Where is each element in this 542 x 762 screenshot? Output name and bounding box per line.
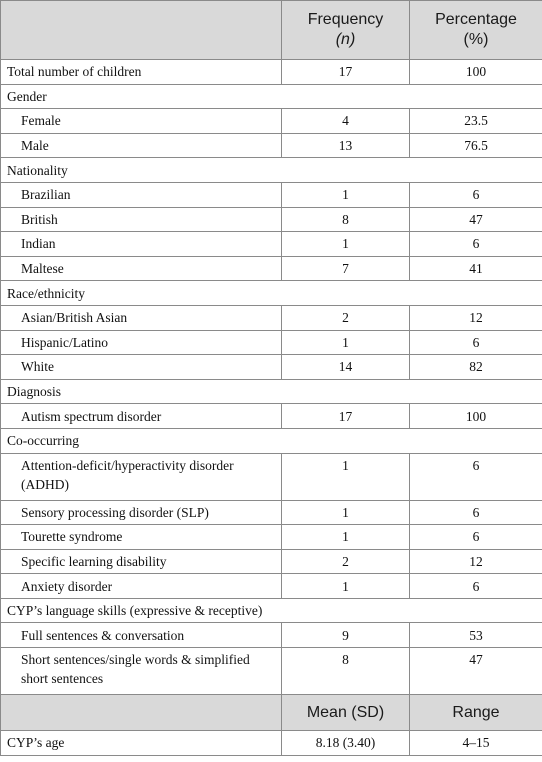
row-label: Specific learning disability <box>1 549 282 574</box>
row-label: Attention-deficit/hyperactivity disorder (ADHD) <box>1 453 282 500</box>
header-row <box>1 1 542 60</box>
section-title: Race/ethnicity <box>1 281 282 306</box>
header-blank-cell <box>1 1 282 60</box>
percentage-cell: 47 <box>410 207 542 232</box>
table-row <box>1 207 542 232</box>
row-label: Short sentences/single words & simplified short sentences <box>1 648 282 695</box>
frequency-cell: 14 <box>282 355 410 380</box>
table-row <box>1 525 542 550</box>
frequency-cell: 8 <box>282 207 410 232</box>
percentage-cell: 47 <box>410 648 542 695</box>
percentage-cell: 6 <box>410 182 542 207</box>
frequency-cell: 1 <box>282 574 410 599</box>
section-title: Diagnosis <box>1 379 282 404</box>
total-row <box>1 60 542 85</box>
row-label: Tourette syndrome <box>1 525 282 550</box>
section-title: Nationality <box>1 158 282 183</box>
frequency-cell: 7 <box>282 256 410 281</box>
table-row <box>1 404 542 429</box>
table-row <box>1 256 542 281</box>
percentage-cell: 6 <box>410 232 542 257</box>
frequency-cell: 2 <box>282 305 410 330</box>
row-label: Anxiety disorder <box>1 574 282 599</box>
frequency-cell: 2 <box>282 549 410 574</box>
frequency-cell: 13 <box>282 133 410 158</box>
row-label: Full sentences & conversation <box>1 623 282 648</box>
percentage-cell: 6 <box>410 330 542 355</box>
percentage-symbol: (%) <box>463 31 489 48</box>
percentage-cell: 12 <box>410 549 542 574</box>
frequency-cell: 1 <box>282 182 410 207</box>
table-row <box>1 355 542 380</box>
age-header-blank-cell <box>1 695 282 731</box>
frequency-cell: 4 <box>282 109 410 134</box>
frequency-cell: 17 <box>282 404 410 429</box>
row-label: Autism spectrum disorder <box>1 404 282 429</box>
frequency-cell: 8 <box>282 648 410 695</box>
table-row <box>1 305 542 330</box>
row-label: Asian/British Asian <box>1 305 282 330</box>
section-title: Gender <box>1 84 282 109</box>
percentage-cell: 41 <box>410 256 542 281</box>
header-range: Range <box>410 695 542 731</box>
header-percentage <box>410 1 542 60</box>
frequency-cell: 1 <box>282 525 410 550</box>
row-label: Male <box>1 133 282 158</box>
table-row <box>1 500 542 525</box>
table-row <box>1 623 542 648</box>
table-row <box>1 574 542 599</box>
row-label: Indian <box>1 232 282 257</box>
frequency-cell: 1 <box>282 330 410 355</box>
frequency-cell: 17 <box>282 60 410 85</box>
row-label: White <box>1 355 282 380</box>
percentage-cell: 53 <box>410 623 542 648</box>
percentage-cell: 6 <box>410 525 542 550</box>
range-cell: 4–15 <box>410 731 542 756</box>
row-label: Total number of children <box>1 60 282 85</box>
table-row <box>1 182 542 207</box>
table-row <box>1 109 542 134</box>
section-row-language <box>1 598 542 623</box>
row-label: Female <box>1 109 282 134</box>
frequency-cell: 1 <box>282 453 410 500</box>
frequency-cell: 9 <box>282 623 410 648</box>
section-row-race <box>1 281 542 306</box>
section-row-cooccurring <box>1 428 542 453</box>
table-row <box>1 133 542 158</box>
frequency-cell: 1 <box>282 500 410 525</box>
percentage-cell: 23.5 <box>410 109 542 134</box>
age-row <box>1 731 542 756</box>
header-frequency <box>282 1 410 60</box>
section-title: CYP’s language skills (expressive & receptive) <box>1 598 542 623</box>
row-label: Hispanic/Latino <box>1 330 282 355</box>
section-row-nationality <box>1 158 542 183</box>
frequency-label: Frequency <box>307 11 384 28</box>
table-row <box>1 330 542 355</box>
section-row-diagnosis <box>1 379 542 404</box>
section-title: Co-occurring <box>1 428 282 453</box>
section-row-gender <box>1 84 542 109</box>
table-row <box>1 232 542 257</box>
mean-cell: 8.18 (3.40) <box>282 731 410 756</box>
table-row <box>1 549 542 574</box>
percentage-cell: 6 <box>410 574 542 599</box>
percentage-cell: 100 <box>410 60 542 85</box>
header-mean-sd: Mean (SD) <box>282 695 410 731</box>
percentage-cell: 76.5 <box>410 133 542 158</box>
table-row <box>1 648 542 695</box>
percentage-label: Percentage <box>435 11 517 28</box>
age-header-row <box>1 695 542 731</box>
frequency-symbol: (n) <box>335 31 356 48</box>
table-row <box>1 453 542 500</box>
percentage-cell: 82 <box>410 355 542 380</box>
row-label: Sensory processing disorder (SLP) <box>1 500 282 525</box>
row-label: Maltese <box>1 256 282 281</box>
row-label: Brazilian <box>1 182 282 207</box>
row-label: British <box>1 207 282 232</box>
percentage-cell: 100 <box>410 404 542 429</box>
percentage-cell: 6 <box>410 453 542 500</box>
row-label: CYP’s age <box>1 731 282 756</box>
percentage-cell: 6 <box>410 500 542 525</box>
frequency-cell: 1 <box>282 232 410 257</box>
percentage-cell: 12 <box>410 305 542 330</box>
